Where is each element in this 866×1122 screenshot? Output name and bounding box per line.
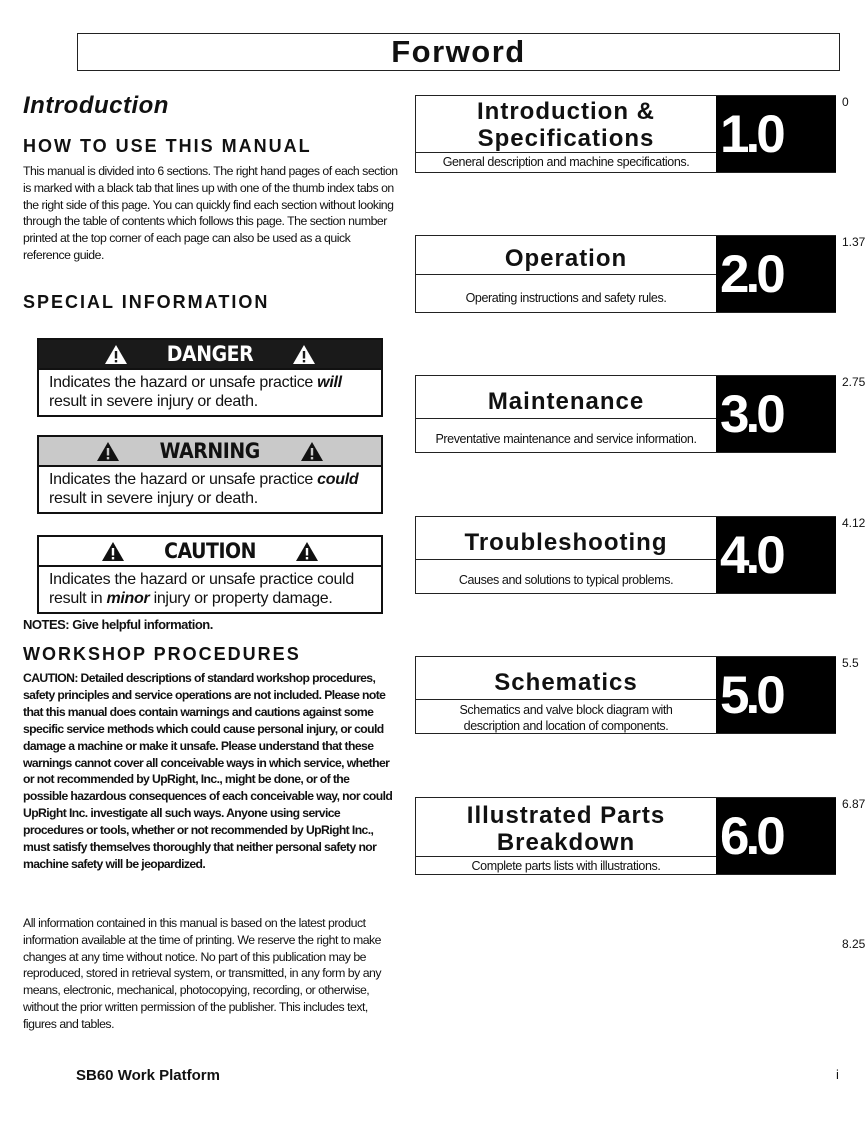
section-description: Schematics and valve block diagram with — [459, 703, 673, 717]
section-title: Illustrated Parts — [466, 802, 666, 829]
section-description: Preventative maintenance and service information. — [435, 432, 697, 446]
warning-triangle-icon — [96, 441, 120, 462]
how-to-heading: HOW TO USE THIS MANUAL — [23, 136, 312, 156]
warning-callout — [37, 435, 383, 514]
danger-label: DANGER — [166, 342, 254, 366]
section-divider — [416, 418, 716, 419]
danger-header — [39, 340, 381, 370]
margin-mark: 5.5 — [842, 656, 859, 670]
warning-label: WARNING — [159, 439, 261, 463]
margin-mark: 6.87 — [842, 797, 866, 811]
warning-triangle-icon — [295, 541, 319, 562]
warning-emphasis: could — [317, 471, 359, 488]
section-number: 5.0 — [716, 657, 836, 733]
workshop-heading: WORKSHOP PROCEDURES — [23, 644, 301, 664]
section-tab-1[interactable] — [415, 95, 836, 173]
margin-mark: 1.37 — [842, 235, 866, 249]
section-description: General description and machine specifications. — [442, 155, 690, 169]
section-tab-3[interactable] — [415, 375, 836, 453]
page-number: i — [836, 1067, 839, 1082]
section-divider — [416, 699, 716, 700]
caution-callout — [37, 535, 383, 614]
margin-mark: 4.12 — [842, 516, 866, 530]
section-divider — [416, 856, 716, 857]
section-tab-6[interactable] — [415, 797, 836, 875]
caution-header — [39, 537, 381, 567]
introduction-heading: Introduction — [23, 92, 169, 119]
danger-text: Indicates the hazard or unsafe practice will result in severe injury or death. — [49, 374, 342, 410]
how-to-paragraph: This manual is divided into 6 sections. The right hand pages of each section is marked with a black tab that lines up with one of the thumb index tabs on the right side of this page. You can quickly find each section without looking through the table of contents which follows this page. The section number printed at the top corner of each page can also be used as a quick reference guide. — [23, 164, 398, 262]
section-number: 6.0 — [716, 798, 836, 874]
caution-label: CAUTION — [164, 539, 256, 563]
warning-triangle-icon — [101, 541, 125, 562]
section-divider — [416, 152, 716, 153]
section-description-line2: description and location of components. — [463, 719, 669, 733]
caution-emphasis: minor — [106, 590, 150, 607]
warning-triangle-icon — [300, 441, 324, 462]
footer-title: SB60 Work Platform — [76, 1067, 220, 1084]
section-title-line2: Breakdown — [496, 829, 636, 856]
section-title: Operation — [504, 245, 628, 272]
notes-line: NOTES: Give helpful information. — [23, 617, 213, 632]
section-title-line2: Specifications — [477, 125, 655, 152]
section-tab-4[interactable] — [415, 516, 836, 594]
section-number: 1.0 — [716, 96, 836, 172]
warning-triangle-icon — [292, 344, 316, 365]
section-description: Complete parts lists with illustrations. — [471, 859, 661, 873]
section-title: Introduction & — [477, 98, 655, 125]
page-title-box — [77, 33, 840, 71]
section-number: 4.0 — [716, 517, 836, 593]
section-description: Operating instructions and safety rules. — [465, 291, 667, 305]
page-title: Forword — [391, 34, 526, 69]
section-tab-2[interactable] — [415, 235, 836, 313]
warning-header — [39, 437, 381, 467]
margin-mark: 0 — [842, 95, 849, 109]
caution-text: Indicates the hazard or unsafe practice could result in minor injury or property damage. — [49, 571, 354, 607]
danger-emphasis: will — [317, 374, 342, 391]
danger-callout — [37, 338, 383, 417]
section-tab-5[interactable] — [415, 656, 836, 734]
section-description: Causes and solutions to typical problems. — [458, 573, 674, 587]
warning-text: Indicates the hazard or unsafe practice could result in severe injury or death. — [49, 471, 359, 507]
warning-triangle-icon — [104, 344, 128, 365]
info-paragraph: All information contained in this manual is based on the latest product information available at the time of printing. We reserve the right to make changes at any time without notice. No part of this publication may be reproduced, stored in retrieval system, or transmitted, in any form by any means, electronic, mechanical, photocopying, recording, or otherwise, without the prior written permission of the publisher. This includes text, figures and tables. — [23, 916, 382, 1031]
workshop-paragraph: CAUTION: Detailed descriptions of standard workshop procedures, safety principles and service operations are not included. Please note that this manual does contain warnings and cautions against some specific service methods which could cause personal injury, or could damage a machine or make it unsafe. Please understand that these warnings cannot cover all conceivable ways in which service, whether or not recommended by UpRight, Inc., might be done, or of the possible hazardous consequences of each conceivable way, nor could UpRight Inc. investigate all such ways. Anyone using service procedures or tools, whether or not recommended by UpRight Inc., must satisfy themselves thoroughly that neither personal safety nor machine safety will be jeopardized. — [23, 671, 393, 871]
section-title: Maintenance — [487, 388, 645, 415]
section-divider — [416, 274, 716, 275]
section-number: 2.0 — [716, 236, 836, 312]
special-info-heading: SPECIAL INFORMATION — [23, 292, 270, 312]
section-divider — [416, 559, 716, 560]
section-number: 3.0 — [716, 376, 836, 452]
section-title: Schematics — [494, 669, 638, 696]
margin-mark: 8.25 — [842, 937, 866, 951]
section-title: Troubleshooting — [464, 529, 668, 556]
margin-mark: 2.75 — [842, 375, 866, 389]
